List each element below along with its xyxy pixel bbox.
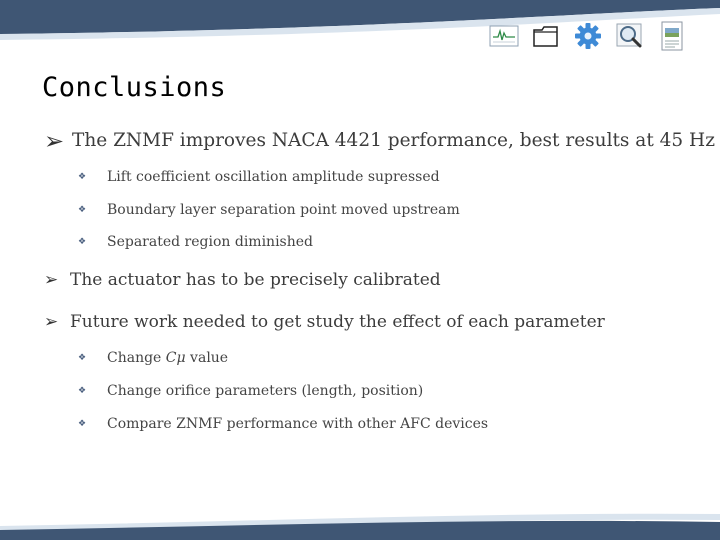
slide-title: Conclusions: [42, 72, 227, 103]
diamond-bullet-icon: ❖: [78, 353, 87, 363]
bullet-znmf-improves: [44, 128, 715, 154]
sub-bullet-orifice-parameters: [78, 383, 423, 399]
document-icon[interactable]: [656, 20, 688, 52]
diamond-bullet-icon: ❖: [78, 237, 87, 247]
sub-bullet-compare-afc: [78, 416, 488, 432]
arrow-bullet-icon: ➢: [44, 270, 59, 290]
sub-bullet-boundary-layer: [78, 202, 460, 218]
sub-bullet-text: Lift coefficient oscillation amplitude supressed: [107, 169, 440, 185]
bullet-text: The actuator has to be precisely calibrated: [70, 270, 441, 290]
text-before-symbol: Change: [107, 350, 166, 366]
sub-bullet-text: Separated region diminished: [107, 234, 313, 250]
diamond-bullet-icon: ❖: [78, 386, 87, 396]
bullet-future-work: [44, 311, 605, 333]
search-icon[interactable]: [614, 20, 646, 52]
bullet-actuator-calibrated: [44, 269, 441, 291]
bullet-text: The ZNMF improves NACA 4421 performance, best results at 45 Hz: [72, 130, 715, 151]
sub-bullet-change-cmu: [78, 350, 228, 366]
c-mu-symbol: Cμ: [165, 350, 186, 366]
diamond-bullet-icon: ❖: [78, 172, 87, 182]
bullet-text: Future work needed to get study the effect of each parameter: [70, 312, 605, 332]
sub-bullet-text: Compare ZNMF performance with other AFC devices: [107, 416, 489, 432]
diamond-bullet-icon: ❖: [78, 205, 87, 215]
gear-icon[interactable]: [572, 20, 604, 52]
bottom-decorative-band: [0, 500, 720, 540]
chart-icon[interactable]: [488, 20, 520, 52]
sub-bullet-text: Boundary layer separation point moved upstream: [107, 202, 460, 218]
folder-icon[interactable]: [530, 20, 562, 52]
arrow-bullet-icon: ➢: [44, 127, 65, 155]
sub-bullet-text: [107, 350, 228, 366]
text-after-symbol: value: [185, 350, 229, 366]
sub-bullet-lift-coefficient: [78, 169, 440, 185]
sub-bullet-text: Change orifice parameters (length, position): [107, 383, 424, 399]
sub-bullet-separated-region: [78, 234, 313, 250]
toolbar: [488, 20, 688, 52]
diamond-bullet-icon: ❖: [78, 419, 87, 429]
arrow-bullet-icon: ➢: [44, 312, 59, 332]
